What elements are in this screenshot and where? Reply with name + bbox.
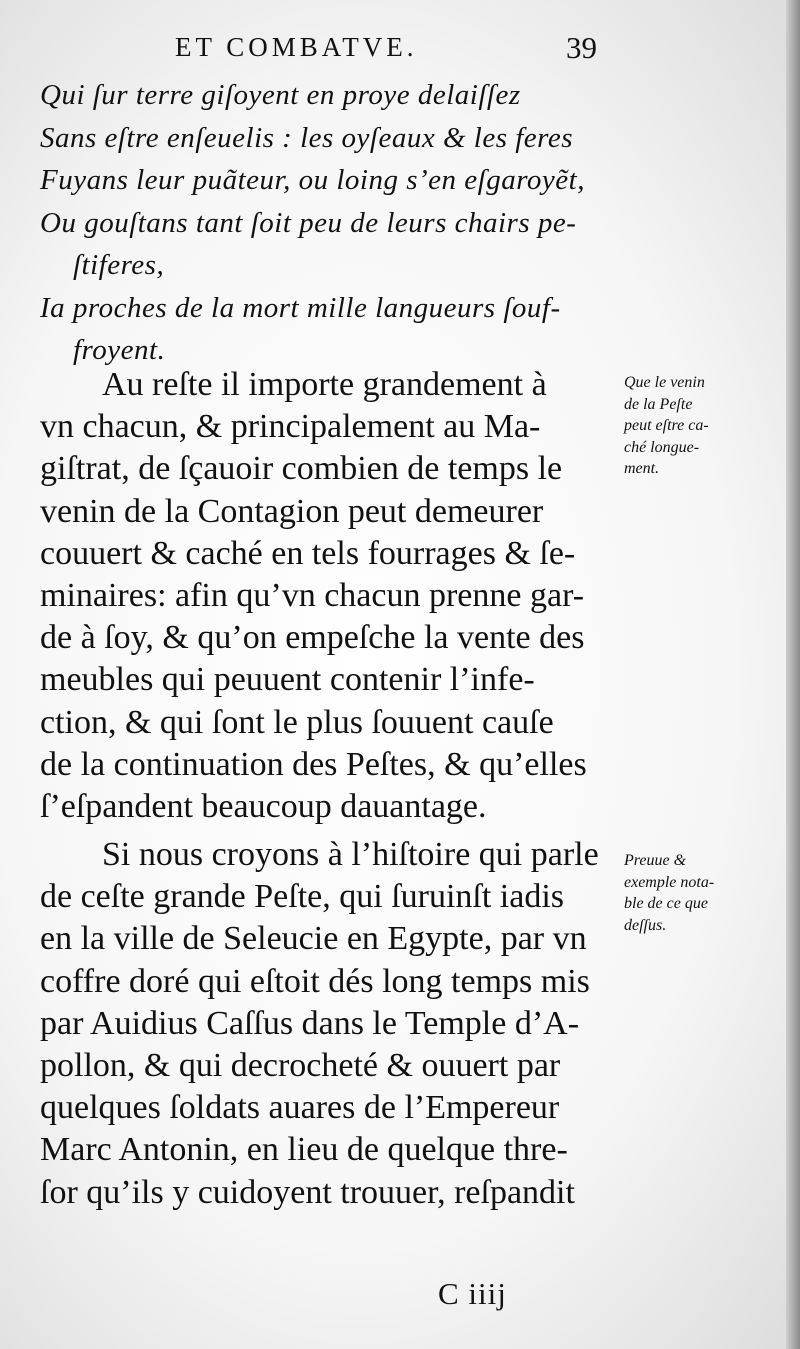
text-line: par Auidius Caſſus dans le Temple d’A- — [40, 1004, 580, 1042]
verse-line: Ia proches de la mort mille langueurs ſouf- — [40, 291, 561, 324]
page-number: 39 — [566, 30, 597, 65]
margin-note-preuve — [624, 850, 794, 936]
paragraph-venin — [40, 364, 618, 828]
text-line: pollon, & qui decrocheté & ouuert par — [40, 1047, 561, 1085]
text-line: venin de la Contagion peut demeurer — [40, 492, 544, 530]
text-line: ſor qu’ils y cuidoyent trouuer, reſpandit — [40, 1173, 575, 1211]
note-line: de la Peſte — [624, 395, 693, 413]
text-line: quelques ſoldats auares de l’Empereur — [40, 1089, 560, 1127]
page-edge-shadow — [786, 0, 800, 1349]
verse-line: froyent. — [73, 334, 166, 366]
text-line: giſtrat, de ſçauoir combien de temps le — [40, 450, 563, 488]
text-line: ction, & qui ſont le plus ſouuent cauſe — [40, 703, 554, 741]
signature-mark: C iiij — [438, 1276, 507, 1311]
note-line: exemple nota- — [624, 873, 715, 891]
paragraph-seleucie — [40, 834, 618, 1214]
verse-line: Fuyans leur puãteur, ou loing s’en eſgaroyẽt, — [40, 164, 585, 196]
note-line: Preuue & — [624, 852, 687, 869]
verse-line: Sans eſtre enſeuelis : les oyſeaux & les feres — [40, 121, 574, 154]
text-line: de à ſoy, & qu’on empeſche la vente des — [40, 619, 585, 657]
verse-line: Ou gouſtans tant ſoit peu de leurs chairs pe- — [40, 206, 577, 239]
text-line: Marc Antonin, en lieu de quelque thre- — [40, 1131, 568, 1169]
note-line: ment. — [624, 460, 660, 477]
note-line: deſſus. — [624, 916, 667, 934]
text-line: de ceſte grande Peſte, qui ſuruinſt iadis — [40, 878, 565, 916]
text-line: en la ville de Seleucie en Egypte, par vn — [40, 920, 587, 958]
text-line: Si nous croyons à l’hiſtoire qui parle — [102, 836, 599, 873]
margin-note-venin — [624, 372, 794, 480]
text-line: vn chacun, & principalement au Ma- — [40, 408, 541, 446]
text-line: meubles qui peuuent contenir l’infe- — [40, 661, 535, 699]
verse-line: ſtiferes, — [73, 249, 165, 281]
text-line: couuert & caché en tels fourrages & ſe- — [40, 534, 576, 572]
text-line: minaires: afin qu’vn chacun prenne gar- — [40, 577, 585, 615]
note-line: Que le venin — [624, 374, 705, 391]
text-line: coffre doré qui eſtoit dés long temps mis — [40, 962, 590, 1000]
text-line: ſ’eſpandent beaucoup dauantage. — [40, 788, 487, 826]
note-line: peut eſtre ca- — [624, 417, 709, 434]
note-line: ché longue- — [624, 438, 700, 456]
verse-block — [40, 74, 620, 372]
text-line: Au reſte il importe grandement à — [102, 366, 547, 403]
text-line: de la continuation des Peſtes, & qu’elles — [40, 745, 587, 783]
note-line: ble de ce que — [624, 895, 708, 912]
running-head: ET COMBATVE. — [175, 32, 418, 62]
verse-line: Qui ſur terre giſoyent en proye delaiſſez — [40, 79, 521, 111]
